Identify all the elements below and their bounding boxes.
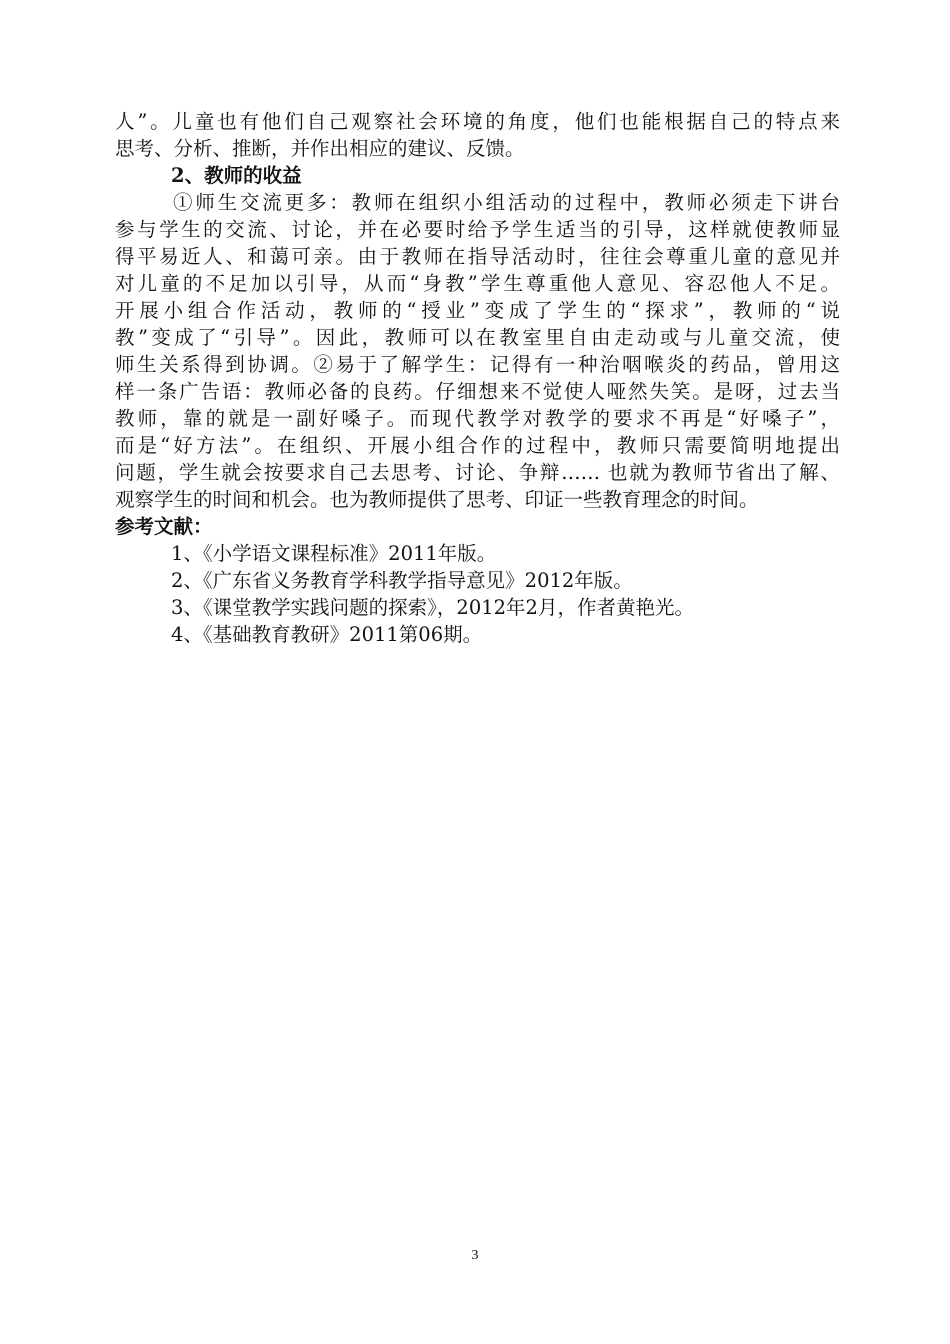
reference-item: 1、《小学语文课程标准》2011年版。: [171, 542, 497, 565]
body-line: 问题，学生就会按要求自己去思考、讨论、争辩…… 也就为教师节省出了解、: [115, 461, 840, 484]
body-line: 开展小组合作活动，教师的“授业”变成了学生的“探求”，教师的“说: [115, 299, 840, 322]
body-line: 参与学生的交流、讨论，并在必要时给予学生适当的引导，这样就使教师显: [115, 218, 840, 241]
intro-line: 思考、分析、推断，并作出相应的建议、反馈。: [115, 137, 525, 160]
reference-item: 4、《基础教育教研》2011第06期。: [171, 623, 483, 646]
reference-item: 3、《课堂教学实践问题的探索》，2012年2月，作者黄艳光。: [171, 596, 694, 619]
body-line: 师生关系得到协调。②易于了解学生：记得有一种治咽喉炎的药品，曾用这: [115, 353, 840, 376]
intro-line: 人”。儿童也有他们自己观察社会环境的角度，他们也能根据自己的特点来: [115, 110, 840, 133]
body-line: 样一条广告语：教师必备的良药。仔细想来不觉使人哑然失笑。是呀，过去当: [115, 380, 840, 403]
body-line: 得平易近人、和蔼可亲。由于教师在指导活动时，往往会尊重儿童的意见并: [115, 245, 840, 268]
body-line: 教师，靠的就是一副好嗓子。而现代教学对教学的要求不再是“好嗓子”，: [115, 407, 840, 430]
body-line: 对儿童的不足加以引导，从而“身教”学生尊重他人意见、容忍他人不足。: [115, 272, 840, 295]
document-content: [115, 108, 840, 648]
body-line: 而是“好方法”。在组织、开展小组合作的过程中，教师只需要简明地提出: [115, 434, 840, 457]
page-number: 3: [471, 1248, 479, 1263]
body-line: ①师生交流更多：教师在组织小组活动的过程中，教师必须走下讲台: [173, 191, 840, 214]
body-line: 观察学生的时间和机会。也为教师提供了思考、印证一些教育理念的时间。: [115, 488, 759, 511]
reference-item: 2、《广东省义务教育学科教学指导意见》2012年版。: [171, 569, 633, 592]
references-title: 参考文献：: [115, 515, 213, 538]
section-heading: 2、教师的收益: [171, 164, 302, 187]
body-line: 教”变成了“引导”。因此，教师可以在教室里自由走动或与儿童交流，使: [115, 326, 840, 349]
